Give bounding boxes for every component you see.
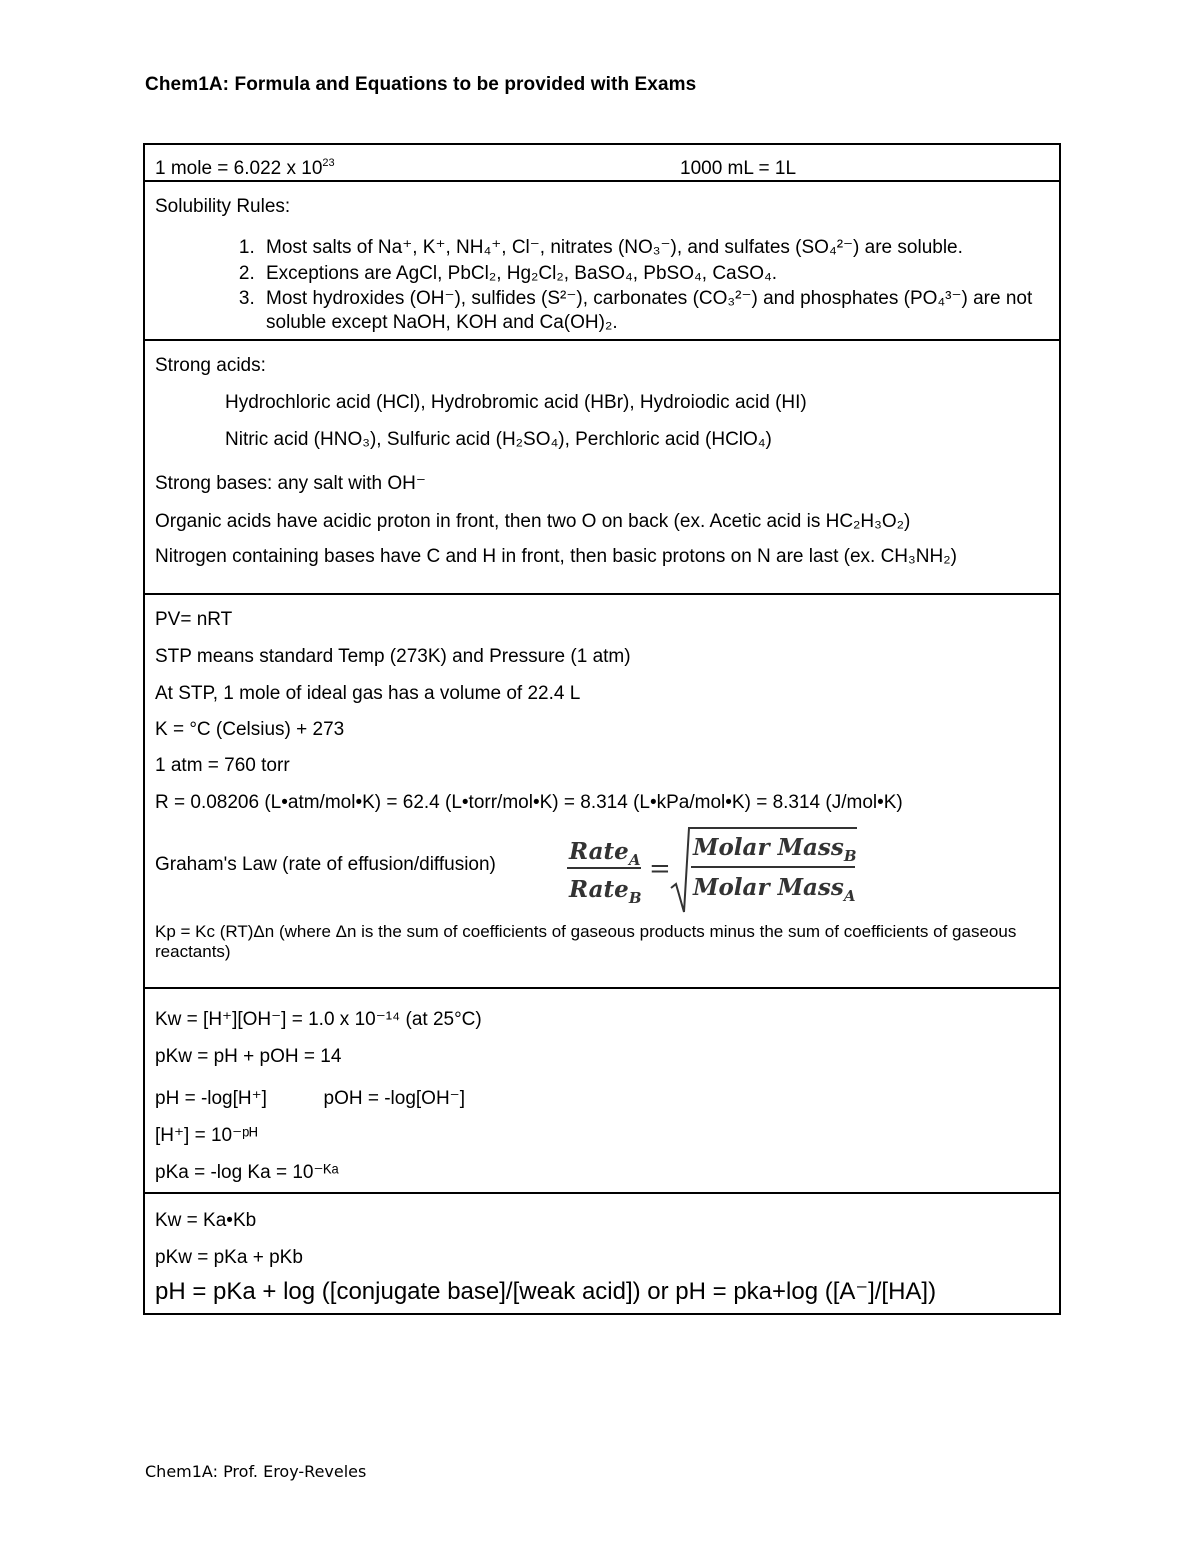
ph-poh-row: [155, 1088, 1049, 1110]
strong-bases: Strong bases: any salt with OH⁻: [155, 473, 426, 494]
solubility-rule: 1. Most salts of Na⁺, K⁺, NH₄⁺, Cl⁻, nitrates (NO₃⁻), and sulfates (SO₄²⁻) are soluble.: [260, 235, 1049, 261]
organic-acids-note: Organic acids have acidic proton in front, then two O on back (ex. Acetic acid is HC₂H₃O₂): [155, 511, 911, 532]
solubility-title: Solubility Rules:: [155, 196, 291, 217]
solubility-rule: 3. Most hydroxides (OH⁻), sulfides (S²⁻), carbonates (CO₃²⁻) and phosphates (PO₄³⁻) are not soluble except NaOH, KOH and Ca(OH)₂.: [260, 287, 1049, 335]
pka-definition: pKa = -log Ka = 10⁻ᴷᵃ: [155, 1162, 339, 1183]
acids-bases-section: [145, 339, 1059, 593]
ph-definition: pH = -log[H⁺]: [155, 1088, 267, 1109]
solubility-section: [145, 180, 1059, 339]
page-title: Chem1A: Formula and Equations to be provided with Exams: [145, 74, 697, 95]
svg-text:Molar MassA: Molar Mass$_A$: [693, 874, 856, 905]
svg-text:=: =: [649, 854, 671, 884]
grahams-law-equation: [565, 820, 865, 916]
page-footer: Chem1A: Prof. Eroy-Reveles: [145, 1462, 367, 1481]
kp-kc-relation: Kp = Kc (RT)Δn (where Δn is the sum of coefficients of gaseous products minus the sum of coefficients of gaseous reactants): [155, 922, 1017, 961]
svg-text:Molar MassB: Molar Mass$_B$: [693, 834, 857, 865]
grahams-law-label: Graham's Law (rate of effusion/diffusion): [155, 854, 496, 875]
formula-table: [143, 143, 1061, 1315]
svg-text:RateB: Rate$_B$: [569, 876, 642, 907]
ideal-gas-law: PV= nRT: [155, 609, 233, 630]
units-row: [145, 145, 1059, 180]
pkw-expression: pKw = pH + pOH = 14: [155, 1046, 342, 1067]
water-equilibrium-section: [145, 987, 1059, 1192]
kw-ka-kb: Kw = Ka•Kb: [155, 1210, 257, 1231]
h-concentration: [H⁺] = 10⁻ᵖᴴ: [155, 1125, 258, 1146]
strong-acids-title: Strong acids:: [155, 355, 266, 376]
volume-definition: 1000 mL = 1L: [680, 158, 797, 179]
strong-acids-list-1: Hydrochloric acid (HCl), Hydrobromic acid (HBr), Hydroiodic acid (HI): [225, 392, 807, 413]
solubility-rules-list: [155, 235, 1049, 335]
molar-volume: At STP, 1 mole of ideal gas has a volume of 22.4 L: [155, 683, 581, 704]
solubility-rule: 2. Exceptions are AgCl, PbCl₂, Hg₂Cl₂, BaSO₄, PbSO₄, CaSO₄.: [260, 261, 1049, 287]
kw-expression: Kw = [H⁺][OH⁻] = 1.0 x 10⁻¹⁴ (at 25°C): [155, 1009, 482, 1030]
gas-constant: R = 0.08206 (L•atm/mol•K) = 62.4 (L•torr/mol•K) = 8.314 (L•kPa/mol•K) = 8.314 (J/mol•K): [155, 792, 903, 813]
strong-acids-list-2: Nitric acid (HNO₃), Sulfuric acid (H₂SO₄), Perchloric acid (HClO₄): [225, 429, 772, 450]
stp-definition: STP means standard Temp (273K) and Pressure (1 atm): [155, 646, 631, 667]
nitrogen-bases-note: Nitrogen containing bases have C and H in front, then basic protons on N are last (ex. CH₃NH₂): [155, 546, 957, 567]
svg-text:RateA: Rate$_A$: [569, 838, 641, 869]
gas-laws-section: [145, 593, 1059, 987]
mole-definition: 1 mole = 6.022 x $10^{23}$: [155, 157, 335, 179]
kelvin-conversion: K = °C (Celsius) + 273: [155, 719, 345, 740]
atm-conversion: 1 atm = 760 torr: [155, 755, 290, 776]
henderson-hasselbalch: pH = pKa + log ([conjugate base]/[weak acid]) or pH = pka+log ([A⁻]/[HA]): [155, 1278, 937, 1305]
poh-definition: pOH = -log[OH⁻]: [323, 1088, 465, 1109]
pkw-pka-pkb: pKw = pKa + pKb: [155, 1247, 303, 1268]
buffer-section: [145, 1192, 1059, 1313]
grahams-law: [155, 820, 1049, 916]
